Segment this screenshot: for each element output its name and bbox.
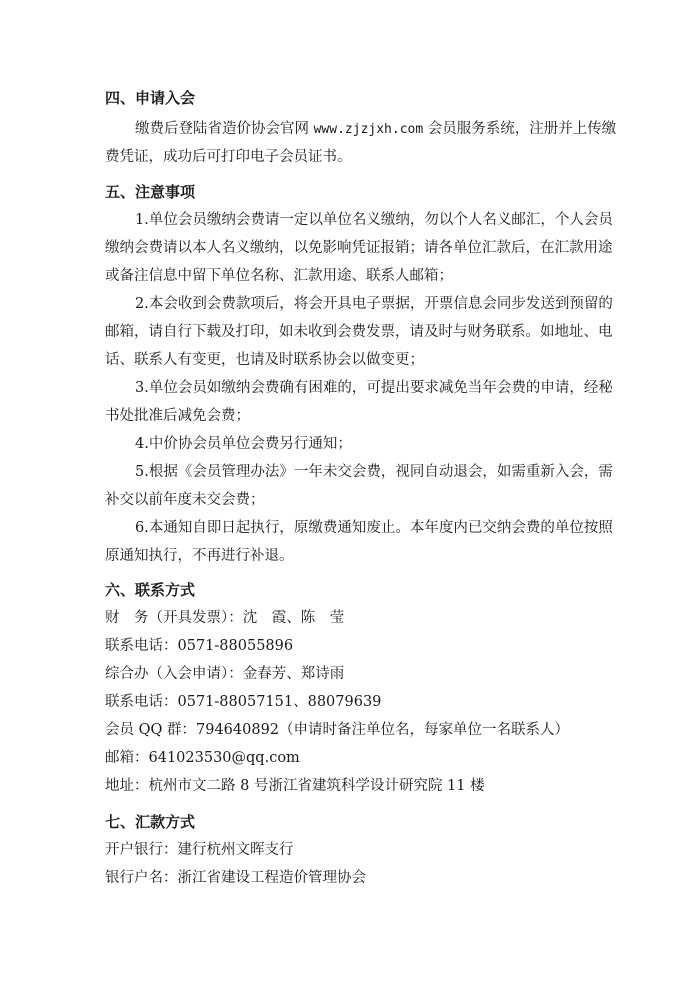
notice-item-1-line-2: 缴纳会费请以本人名义缴纳，以免影响凭证报销；请各单位汇款后，在汇款用途 bbox=[105, 240, 613, 256]
notice-item-2-line-2: 邮箱，请自行下载及打印，如未收到会费发票，请及时与财务联系。如地址、电 bbox=[105, 324, 613, 340]
notice-item-2-line-1: 2.本会收到会费款项后，将会开具电子票据，开票信息会同步发送到预留的 bbox=[135, 296, 613, 312]
section-5-heading: 五、注意事项 bbox=[105, 183, 196, 201]
contact-email: 邮箱：641023530@qq.com bbox=[105, 750, 300, 766]
contact-phone-1: 联系电话：0571-88055896 bbox=[105, 638, 294, 654]
contact-office: 综合办（入会申请）：金春芳、郑诗雨 bbox=[105, 666, 345, 682]
contact-qq-group: 会员 QQ 群：794640892（申请时备注单位名，每家单位一名联系人） bbox=[105, 722, 570, 738]
contact-phone-2: 联系电话：0571-88057151、88079639 bbox=[105, 694, 382, 710]
section-7-heading: 七、汇款方式 bbox=[105, 813, 196, 831]
contact-address: 地址：杭州市文二路 8 号浙江省建筑科学设计研究院 11 楼 bbox=[105, 778, 485, 794]
contact-finance: 财 务（开具发票）：沈 霞、陈 莹 bbox=[105, 610, 345, 626]
notice-item-1-line-3: 或备注信息中留下单位名称、汇款用途、联系人邮箱； bbox=[105, 268, 453, 284]
notice-item-6-line-2: 原通知执行，不再进行补退。 bbox=[105, 548, 294, 564]
section-4-text-b: 会员服务系统，注册并上传缴 bbox=[427, 121, 617, 137]
notice-item-5-line-2: 补交以前年度未交会费； bbox=[105, 492, 265, 508]
section-4-paragraph-line-2: 费凭证，成功后可打印电子会员证书。 bbox=[105, 149, 352, 165]
notice-item-2-line-3: 话、联系人有变更，也请及时联系协会以做变更； bbox=[105, 352, 424, 368]
notice-item-1-line-1: 1.单位会员缴纳会费请一定以单位名义缴纳，勿以个人名义邮汇，个人会员 bbox=[135, 212, 613, 228]
section-4-text-a: 缴费后登陆省造价协会官网 bbox=[135, 121, 309, 137]
section-6-heading: 六、联系方式 bbox=[105, 581, 196, 599]
notice-item-5-line-1: 5.根据《会员管理办法》一年未交会费，视同自动退会，如需重新入会，需 bbox=[135, 464, 613, 480]
remit-bank: 开户银行：建行杭州文晖支行 bbox=[105, 842, 294, 858]
section-4-heading: 四、申请入会 bbox=[105, 89, 196, 107]
section-4-paragraph-line-1 bbox=[135, 119, 617, 140]
notice-item-4-line-1: 4.中价协会员单位会费另行通知； bbox=[135, 436, 352, 452]
website-link[interactable]: www.zjzjxh.com bbox=[313, 122, 424, 137]
notice-item-6-line-1: 6.本通知自即日起执行，原缴费通知废止。本年度内已交纳会费的单位按照 bbox=[135, 520, 613, 536]
remit-account-name: 银行户名：浙江省建设工程造价管理协会 bbox=[105, 870, 366, 886]
notice-item-3-line-1: 3.单位会员如缴纳会费确有困难的，可提出要求减免当年会费的申请，经秘 bbox=[135, 380, 613, 396]
notice-item-3-line-2: 书处批准后减免会费； bbox=[105, 408, 250, 424]
